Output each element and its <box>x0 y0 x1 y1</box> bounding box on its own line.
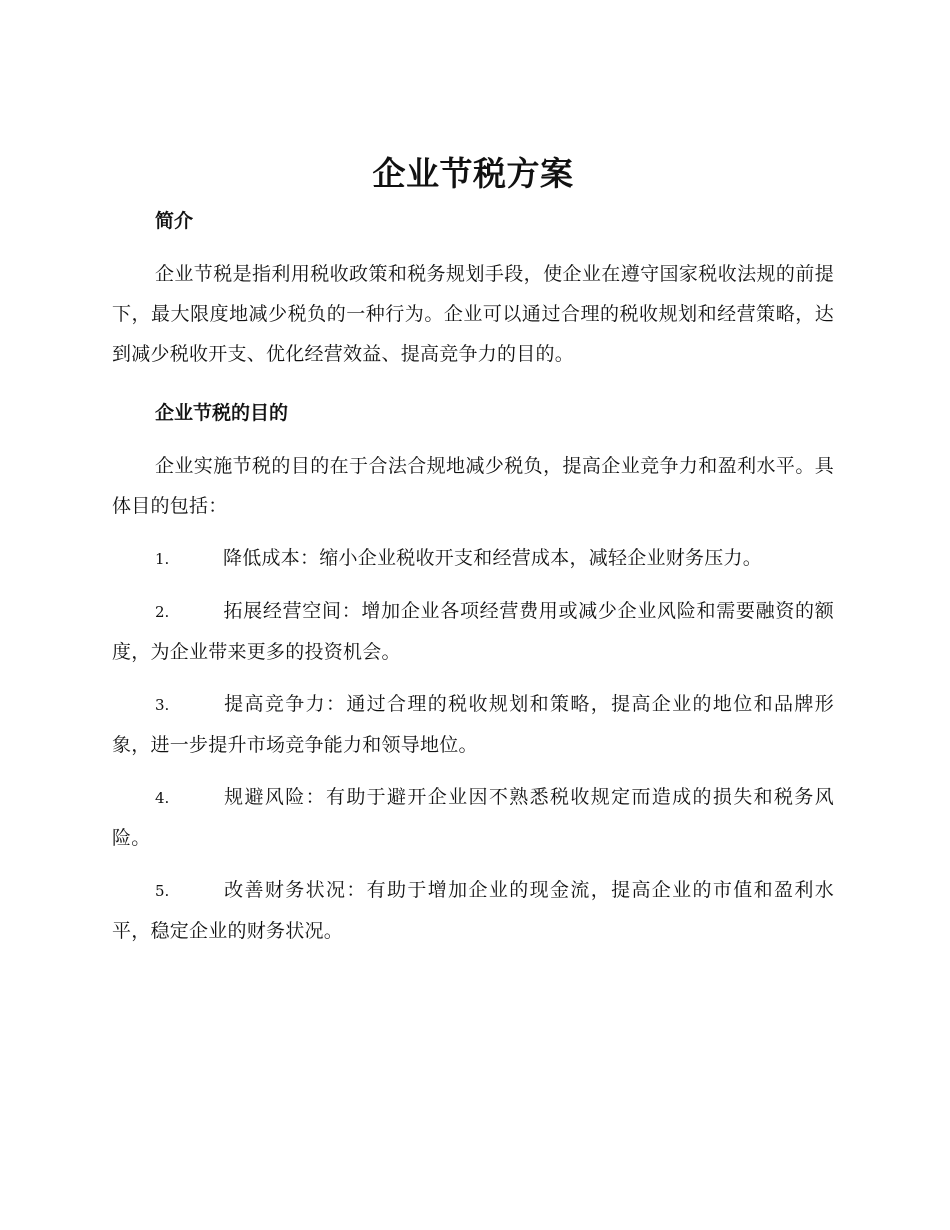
list-number: 2. <box>155 603 170 621</box>
purpose-paragraph: 企业实施节税的目的在于合法合规地减少税负，提高企业竞争力和盈利水平。具体目的包括： <box>112 455 834 517</box>
document-page <box>112 152 834 951</box>
list-item <box>112 538 834 579</box>
list-text: 改善财务状况：有助于增加企业的现金流，提高企业的市值和盈利水平，稳定企业的财务状况。 <box>112 879 834 942</box>
intro-paragraph: 企业节税是指利用税收政策和税务规划手段，使企业在遵守国家税收法规的前提下，最大限度地减少税负的一种行为。企业可以通过合理的税收规划和经营策略，达到减少税收开支、优化经营效益、提高竞争力的目的。 <box>112 263 834 365</box>
list-item <box>112 591 834 672</box>
list-item <box>112 684 834 765</box>
list-number: 5. <box>155 882 170 900</box>
document-title: 企业节税方案 <box>372 154 574 193</box>
list-text: 降低成本：缩小企业税收开支和经营成本，减轻企业财务压力。 <box>223 547 763 569</box>
list-item <box>112 870 834 951</box>
list-number: 3. <box>155 696 170 714</box>
list-item <box>112 777 834 858</box>
list-text: 拓展经营空间：增加企业各项经营费用或减少企业风险和需要融资的额度，为企业带来更多的投资机会。 <box>112 600 834 663</box>
purpose-list <box>112 538 834 951</box>
section-heading-purpose: 企业节税的目的 <box>155 402 289 424</box>
list-number: 4. <box>155 789 170 807</box>
list-number: 1. <box>155 550 170 568</box>
list-text: 规避风险：有助于避开企业因不熟悉税收规定而造成的损失和税务风险。 <box>112 786 834 849</box>
section-heading-intro: 简介 <box>155 210 194 232</box>
list-text: 提高竞争力：通过合理的税收规划和策略，提高企业的地位和品牌形象，进一步提升市场竞争能力和领导地位。 <box>112 693 834 756</box>
